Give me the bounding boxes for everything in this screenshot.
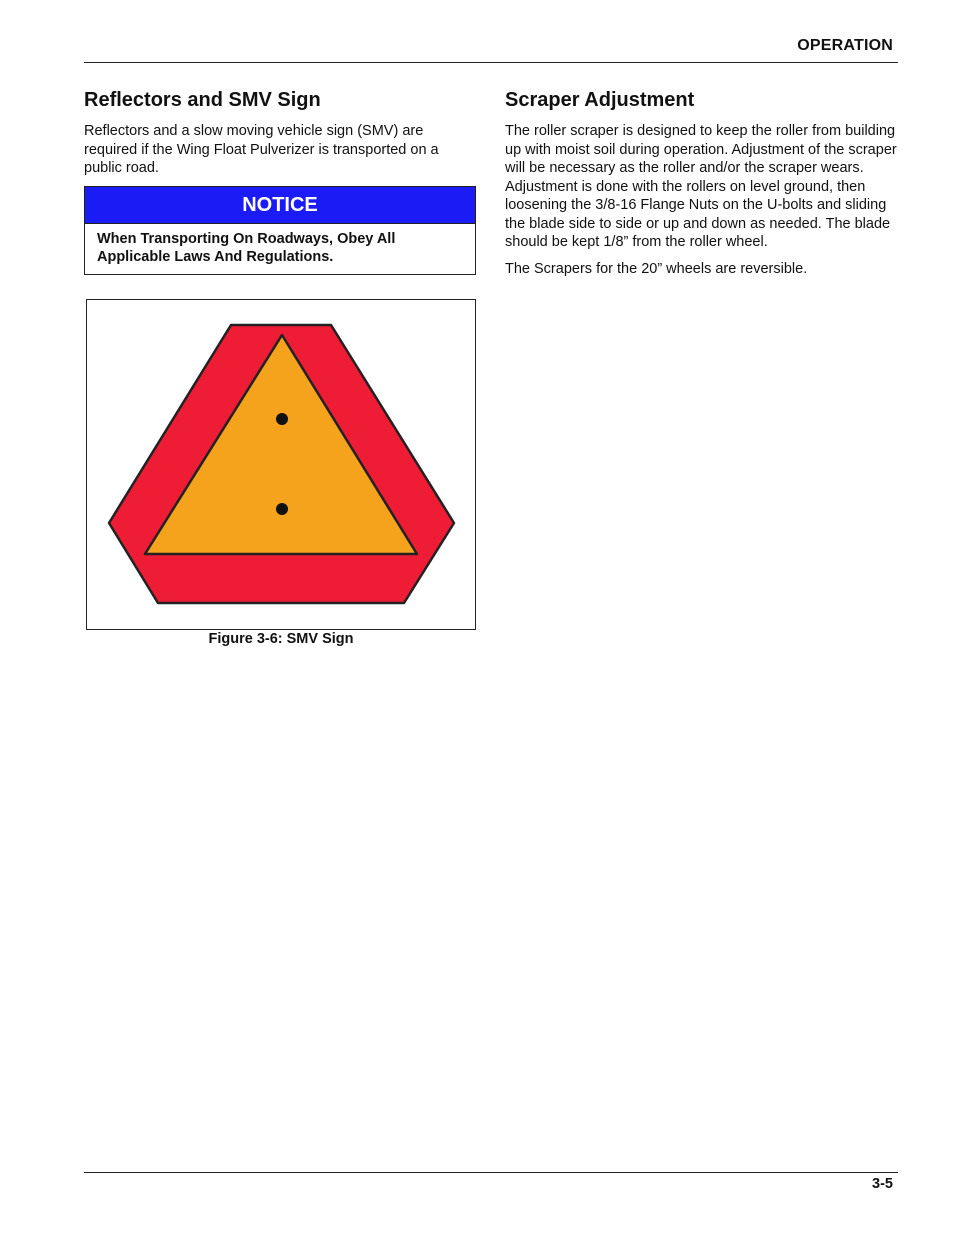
figure-caption: Figure 3-6: SMV Sign (208, 631, 354, 647)
header-divider (84, 62, 898, 63)
smv-sign-lower-dot (276, 503, 288, 515)
smv-sign-illustration (87, 300, 475, 629)
footer-divider (84, 1172, 898, 1173)
notice-text: When Transporting On Roadways, Obey All Applicable Laws And Regulations. (97, 230, 396, 265)
scraper-heading: Scraper Adjustment (505, 89, 695, 111)
notice-label: NOTICE (85, 187, 475, 224)
scraper-paragraph-1: The roller scraper is designed to keep the roller from building up with moist soil during operation. Adjustment of the scraper will be necessary as the roller and/or the scraper wears. Adjustment is done with the rollers on level ground, then loosening the 3/8-16 Flange Nuts on the U-bolts and sliding the blade side to side or up and down as needed. The blade should be kept 1/8” from the roller wheel. (505, 123, 897, 250)
section-title: OPERATION (797, 37, 893, 54)
left-column (84, 87, 477, 275)
reflectors-heading: Reflectors and SMV Sign (84, 89, 321, 111)
notice-box (84, 186, 476, 275)
smv-figure (86, 299, 476, 630)
scraper-paragraph-2: The Scrapers for the 20” wheels are reversible. (505, 260, 808, 277)
smv-sign-upper-dot (276, 413, 288, 425)
right-column (505, 87, 898, 286)
reflectors-intro: Reflectors and a slow moving vehicle sign (SMV) are required if the Wing Float Pulverizer is transported on a public road. (84, 123, 439, 176)
page-number: 3-5 (872, 1176, 893, 1192)
